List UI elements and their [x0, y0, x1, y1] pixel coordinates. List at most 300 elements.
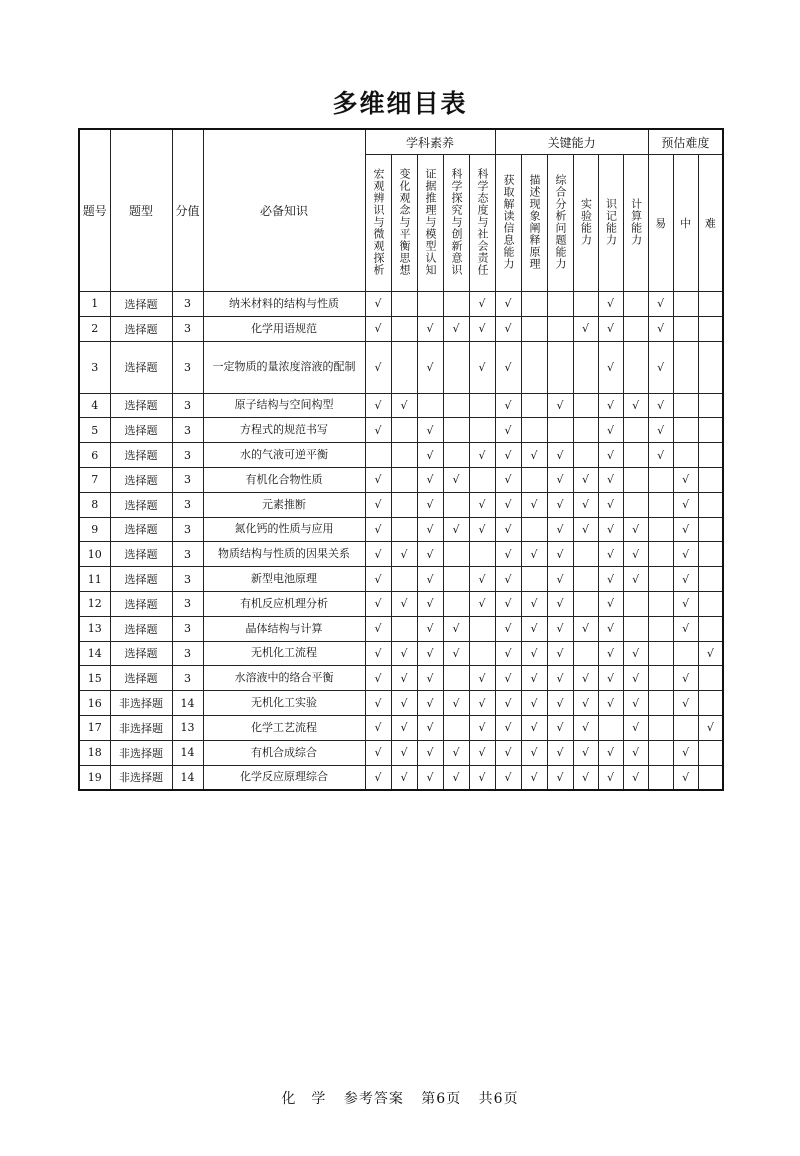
check-cell	[648, 765, 673, 790]
check-cell	[673, 316, 698, 341]
check-cell: √	[365, 740, 391, 765]
check-cell	[623, 616, 648, 641]
check-cell	[573, 418, 598, 443]
check-cell	[469, 393, 495, 418]
check-cell	[365, 443, 391, 468]
check-cell	[648, 740, 673, 765]
check-cell	[573, 542, 598, 567]
check-cell	[698, 292, 723, 317]
check-cell: √	[598, 517, 623, 542]
check-cell: √	[443, 467, 469, 492]
check-cell	[521, 393, 547, 418]
table-row	[79, 542, 723, 567]
check-cell: √	[648, 292, 673, 317]
check-cell	[698, 316, 723, 341]
row-knowledge: 化学反应原理综合	[203, 765, 365, 790]
subcol-header	[698, 155, 723, 292]
check-cell: √	[365, 467, 391, 492]
row-type: 选择题	[110, 591, 172, 616]
check-cell: √	[598, 341, 623, 393]
check-cell: √	[417, 443, 443, 468]
check-cell: √	[547, 641, 573, 666]
check-cell	[391, 418, 417, 443]
check-cell	[648, 641, 673, 666]
row-score: 3	[172, 492, 203, 517]
check-cell: √	[365, 641, 391, 666]
table-row	[79, 691, 723, 716]
row-knowledge: 纳米材料的结构与性质	[203, 292, 365, 317]
check-cell	[443, 393, 469, 418]
check-cell	[443, 567, 469, 592]
table-row	[79, 641, 723, 666]
check-cell: √	[598, 443, 623, 468]
check-cell: √	[547, 567, 573, 592]
check-cell	[391, 341, 417, 393]
check-cell	[469, 418, 495, 443]
row-knowledge: 无机化工实验	[203, 691, 365, 716]
subcol-header	[469, 155, 495, 292]
row-type: 非选择题	[110, 715, 172, 740]
row-knowledge: 一定物质的量浓度溶液的配制	[203, 341, 365, 393]
check-cell: √	[365, 393, 391, 418]
check-cell	[623, 443, 648, 468]
row-knowledge: 有机合成综合	[203, 740, 365, 765]
check-cell: √	[673, 492, 698, 517]
check-cell: √	[698, 715, 723, 740]
check-cell	[573, 443, 598, 468]
check-cell: √	[673, 542, 698, 567]
check-cell	[573, 567, 598, 592]
check-cell	[391, 492, 417, 517]
row-score: 3	[172, 616, 203, 641]
check-cell: √	[443, 316, 469, 341]
check-cell: √	[673, 591, 698, 616]
row-score: 3	[172, 542, 203, 567]
check-cell	[547, 292, 573, 317]
check-cell	[623, 341, 648, 393]
col-tixing: 题型	[110, 129, 172, 292]
check-cell	[623, 492, 648, 517]
check-cell	[443, 341, 469, 393]
row-knowledge: 化学用语规范	[203, 316, 365, 341]
check-cell	[648, 591, 673, 616]
table-row	[79, 292, 723, 317]
check-cell: √	[648, 341, 673, 393]
check-cell	[443, 666, 469, 691]
check-cell: √	[547, 715, 573, 740]
check-cell	[623, 591, 648, 616]
check-cell: √	[469, 443, 495, 468]
table-row	[79, 443, 723, 468]
check-cell	[698, 616, 723, 641]
check-cell	[521, 418, 547, 443]
row-number: 19	[79, 765, 110, 790]
subcol-header	[648, 155, 673, 292]
table-row	[79, 567, 723, 592]
check-cell	[573, 641, 598, 666]
check-cell: √	[495, 467, 521, 492]
row-number: 7	[79, 467, 110, 492]
check-cell: √	[547, 492, 573, 517]
check-cell	[391, 616, 417, 641]
table-row	[79, 492, 723, 517]
check-cell	[623, 316, 648, 341]
row-knowledge: 有机化合物性质	[203, 467, 365, 492]
row-score: 3	[172, 467, 203, 492]
row-type: 选择题	[110, 666, 172, 691]
subcol-header	[623, 155, 648, 292]
check-cell: √	[673, 765, 698, 790]
row-type: 非选择题	[110, 765, 172, 790]
check-cell: √	[673, 666, 698, 691]
table-row	[79, 715, 723, 740]
check-cell	[698, 740, 723, 765]
footer-page: 第6页	[421, 1091, 462, 1107]
check-cell: √	[443, 517, 469, 542]
check-cell	[648, 616, 673, 641]
check-cell: √	[495, 316, 521, 341]
row-number: 11	[79, 567, 110, 592]
check-cell: √	[573, 492, 598, 517]
subcol-label: 证据推理与模型认知	[424, 167, 437, 276]
check-cell: √	[443, 765, 469, 790]
row-number: 15	[79, 666, 110, 691]
check-cell: √	[598, 740, 623, 765]
subcol-label: 难	[704, 217, 716, 230]
row-score: 14	[172, 740, 203, 765]
row-knowledge: 新型电池原理	[203, 567, 365, 592]
footer-subject: 化 学	[281, 1091, 327, 1107]
check-cell	[391, 567, 417, 592]
check-cell: √	[417, 492, 443, 517]
check-cell	[417, 292, 443, 317]
row-type: 选择题	[110, 443, 172, 468]
check-cell: √	[495, 765, 521, 790]
check-cell: √	[495, 591, 521, 616]
check-cell: √	[598, 542, 623, 567]
check-cell: √	[495, 492, 521, 517]
row-number: 10	[79, 542, 110, 567]
check-cell: √	[573, 616, 598, 641]
row-score: 3	[172, 393, 203, 418]
page-footer	[0, 1088, 800, 1108]
row-number: 1	[79, 292, 110, 317]
check-cell	[521, 467, 547, 492]
check-cell: √	[495, 691, 521, 716]
row-number: 8	[79, 492, 110, 517]
check-cell: √	[365, 591, 391, 616]
check-cell	[698, 393, 723, 418]
table-row	[79, 740, 723, 765]
col-zhishi: 必备知识	[203, 129, 365, 292]
subcol-label: 科学态度与社会责任	[476, 167, 490, 276]
table-row	[79, 591, 723, 616]
row-knowledge: 化学工艺流程	[203, 715, 365, 740]
row-number: 14	[79, 641, 110, 666]
table-body	[79, 292, 723, 790]
check-cell: √	[495, 666, 521, 691]
subcol-label: 计算能力	[629, 197, 643, 246]
check-cell: √	[365, 292, 391, 317]
check-cell: √	[573, 765, 598, 790]
row-score: 3	[172, 567, 203, 592]
check-cell: √	[623, 517, 648, 542]
check-cell: √	[391, 765, 417, 790]
check-cell: √	[547, 542, 573, 567]
subcol-header	[417, 155, 443, 292]
row-type: 选择题	[110, 316, 172, 341]
row-number: 3	[79, 341, 110, 393]
subcol-header	[495, 155, 521, 292]
check-cell: √	[623, 393, 648, 418]
check-cell: √	[365, 765, 391, 790]
check-cell: √	[495, 740, 521, 765]
check-cell	[698, 418, 723, 443]
row-type: 选择题	[110, 467, 172, 492]
check-cell: √	[365, 666, 391, 691]
check-cell: √	[495, 517, 521, 542]
row-knowledge: 晶体结构与计算	[203, 616, 365, 641]
subcol-label: 变化观念与平衡思想	[398, 167, 411, 276]
subcol-label: 中	[680, 217, 692, 230]
check-cell: √	[521, 765, 547, 790]
col-tihao: 题号	[79, 129, 110, 292]
table-row	[79, 517, 723, 542]
row-knowledge: 原子结构与空间构型	[203, 393, 365, 418]
check-cell: √	[521, 591, 547, 616]
check-cell: √	[495, 418, 521, 443]
check-cell: √	[521, 616, 547, 641]
check-cell	[391, 467, 417, 492]
detail-table	[78, 128, 724, 791]
check-cell: √	[417, 567, 443, 592]
check-cell	[698, 341, 723, 393]
check-cell: √	[469, 765, 495, 790]
row-number: 5	[79, 418, 110, 443]
check-cell	[623, 467, 648, 492]
check-cell	[521, 316, 547, 341]
check-cell	[648, 542, 673, 567]
check-cell: √	[365, 418, 391, 443]
subcol-label: 描述现象阐释原理	[528, 173, 542, 270]
row-score: 3	[172, 292, 203, 317]
check-cell: √	[573, 740, 598, 765]
check-cell	[673, 292, 698, 317]
check-cell	[443, 591, 469, 616]
check-cell: √	[469, 292, 495, 317]
check-cell: √	[417, 341, 443, 393]
check-cell: √	[469, 517, 495, 542]
check-cell: √	[623, 542, 648, 567]
check-cell: √	[391, 715, 417, 740]
check-cell: √	[573, 715, 598, 740]
check-cell	[521, 341, 547, 393]
check-cell: √	[469, 316, 495, 341]
check-cell	[698, 542, 723, 567]
subcol-header	[391, 155, 417, 292]
check-cell: √	[547, 616, 573, 641]
check-cell: √	[598, 292, 623, 317]
col-fenzhi: 分值	[172, 129, 203, 292]
row-knowledge: 物质结构与性质的因果关系	[203, 542, 365, 567]
check-cell: √	[391, 691, 417, 716]
check-cell: √	[598, 567, 623, 592]
check-cell	[469, 542, 495, 567]
check-cell: √	[521, 740, 547, 765]
check-cell	[673, 715, 698, 740]
check-cell: √	[673, 517, 698, 542]
check-cell: √	[547, 443, 573, 468]
check-cell: √	[391, 740, 417, 765]
row-number: 9	[79, 517, 110, 542]
check-cell: √	[495, 292, 521, 317]
check-cell: √	[673, 467, 698, 492]
check-cell	[573, 591, 598, 616]
check-cell	[469, 467, 495, 492]
table-row	[79, 616, 723, 641]
check-cell: √	[417, 715, 443, 740]
check-cell	[623, 418, 648, 443]
row-knowledge: 元素推断	[203, 492, 365, 517]
check-cell: √	[469, 740, 495, 765]
check-cell	[443, 418, 469, 443]
check-cell: √	[469, 341, 495, 393]
check-cell: √	[521, 443, 547, 468]
check-cell: √	[598, 492, 623, 517]
check-cell: √	[623, 666, 648, 691]
row-number: 17	[79, 715, 110, 740]
table-row	[79, 393, 723, 418]
check-cell: √	[417, 691, 443, 716]
check-cell: √	[469, 492, 495, 517]
check-cell	[469, 641, 495, 666]
row-type: 选择题	[110, 616, 172, 641]
check-cell	[673, 443, 698, 468]
check-cell	[391, 292, 417, 317]
check-cell: √	[598, 393, 623, 418]
check-cell: √	[573, 666, 598, 691]
check-cell: √	[598, 616, 623, 641]
check-cell: √	[547, 517, 573, 542]
check-cell: √	[698, 641, 723, 666]
check-cell	[648, 567, 673, 592]
check-cell: √	[547, 393, 573, 418]
row-score: 3	[172, 418, 203, 443]
check-cell: √	[417, 740, 443, 765]
row-number: 13	[79, 616, 110, 641]
check-cell: √	[547, 467, 573, 492]
check-cell	[673, 418, 698, 443]
check-cell: √	[598, 591, 623, 616]
check-cell: √	[417, 316, 443, 341]
check-cell: √	[648, 316, 673, 341]
check-cell: √	[417, 467, 443, 492]
check-cell	[698, 765, 723, 790]
group-literacy: 学科素养	[365, 129, 495, 155]
check-cell	[598, 715, 623, 740]
row-score: 14	[172, 765, 203, 790]
check-cell: √	[547, 666, 573, 691]
row-type: 选择题	[110, 542, 172, 567]
check-cell	[547, 316, 573, 341]
subcol-label: 识记能力	[604, 197, 618, 246]
check-cell	[547, 418, 573, 443]
row-type: 选择题	[110, 393, 172, 418]
check-cell	[698, 492, 723, 517]
check-cell	[698, 691, 723, 716]
check-cell	[698, 467, 723, 492]
check-cell: √	[469, 567, 495, 592]
row-knowledge: 氮化钙的性质与应用	[203, 517, 365, 542]
check-cell	[391, 517, 417, 542]
check-cell: √	[623, 740, 648, 765]
check-cell	[673, 641, 698, 666]
page-title: 多维细目表	[332, 89, 468, 118]
check-cell	[547, 341, 573, 393]
check-cell	[698, 591, 723, 616]
check-cell	[391, 443, 417, 468]
check-cell	[648, 666, 673, 691]
row-knowledge: 无机化工流程	[203, 641, 365, 666]
footer-total: 共6页	[478, 1091, 519, 1107]
row-type: 选择题	[110, 341, 172, 393]
check-cell: √	[495, 567, 521, 592]
check-cell: √	[547, 765, 573, 790]
check-cell	[521, 517, 547, 542]
check-cell	[648, 715, 673, 740]
check-cell: √	[573, 316, 598, 341]
check-cell	[698, 666, 723, 691]
group-difficulty: 预估难度	[648, 129, 723, 155]
subcol-label: 宏观辨识与微观探析	[372, 167, 385, 276]
check-cell	[698, 517, 723, 542]
check-cell: √	[673, 567, 698, 592]
check-cell: √	[417, 542, 443, 567]
subcol-header	[443, 155, 469, 292]
check-cell: √	[469, 691, 495, 716]
row-number: 12	[79, 591, 110, 616]
table-header	[79, 129, 723, 292]
check-cell	[673, 393, 698, 418]
check-cell	[698, 443, 723, 468]
check-cell	[443, 443, 469, 468]
check-cell: √	[495, 641, 521, 666]
check-cell	[648, 691, 673, 716]
check-cell: √	[648, 393, 673, 418]
table-row	[79, 467, 723, 492]
subcol-header	[598, 155, 623, 292]
subcol-label: 综合分析问题能力	[554, 173, 568, 270]
check-cell: √	[598, 641, 623, 666]
check-cell: √	[521, 666, 547, 691]
footer-label: 参考答案	[343, 1091, 404, 1107]
row-number: 16	[79, 691, 110, 716]
group-ability: 关键能力	[495, 129, 648, 155]
check-cell: √	[623, 765, 648, 790]
check-cell	[391, 316, 417, 341]
check-cell: √	[365, 616, 391, 641]
subcol-label: 科学探究与创新意识	[450, 167, 463, 276]
row-score: 13	[172, 715, 203, 740]
check-cell: √	[443, 616, 469, 641]
check-cell: √	[673, 616, 698, 641]
row-score: 3	[172, 443, 203, 468]
check-cell: √	[521, 542, 547, 567]
check-cell: √	[521, 691, 547, 716]
subcol-header	[573, 155, 598, 292]
row-type: 选择题	[110, 517, 172, 542]
check-cell	[623, 292, 648, 317]
